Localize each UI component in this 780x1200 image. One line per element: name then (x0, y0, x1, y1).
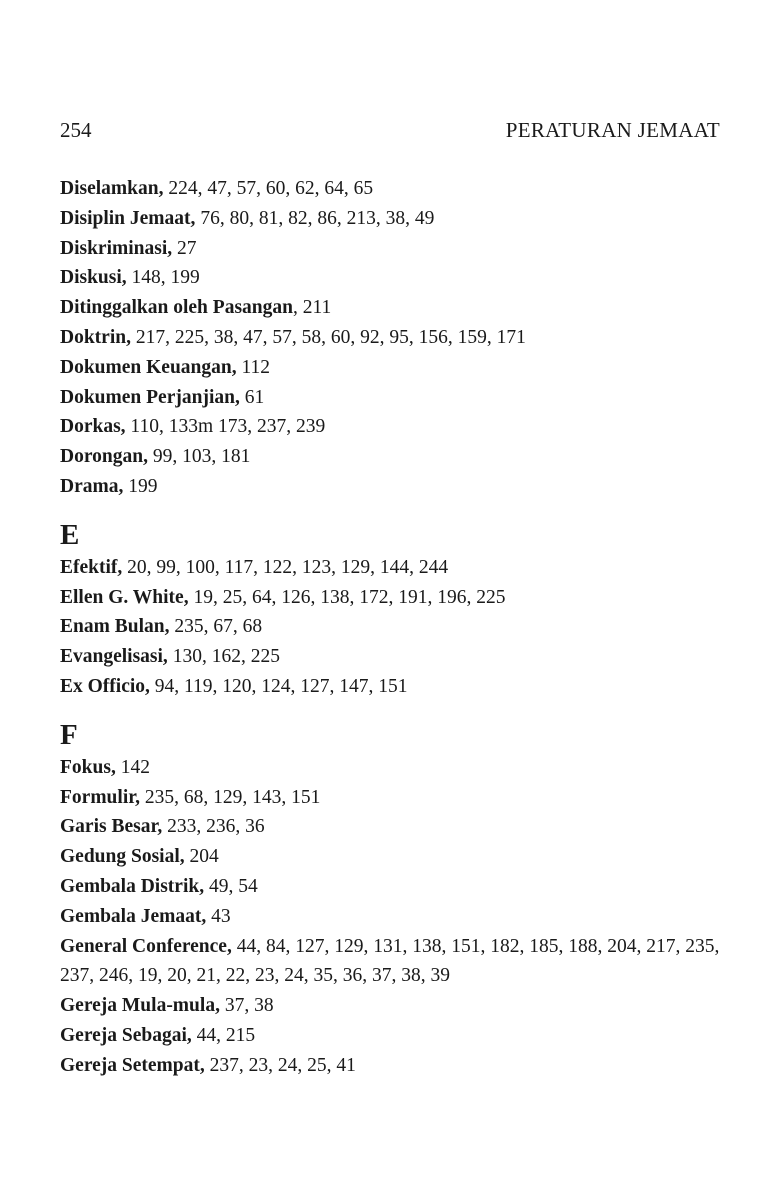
index-pages: 43 (206, 905, 231, 927)
index-term: Dorongan, (60, 446, 148, 468)
index-entry (60, 642, 720, 672)
index-term: Enam Bulan, (60, 616, 170, 638)
index-term: Gembala Jemaat, (60, 905, 207, 927)
index-pages: 217, 225, 38, 47, 57, 58, 60, 92, 95, 156, 159, 171 (130, 326, 526, 348)
index-term: Garis Besar, (60, 816, 163, 838)
index-pages: 94, 119, 120, 124, 127, 147, 151 (149, 675, 408, 697)
index-entry (60, 583, 720, 613)
index-term: Efektif, (60, 556, 123, 578)
index-section-f (60, 717, 720, 1081)
index-term: Gereja Setempat, (60, 1054, 205, 1076)
index-pages: 76, 80, 81, 82, 86, 213, 38, 49 (195, 207, 435, 229)
index-pages: 27 (172, 237, 197, 259)
index-pages: 235, 67, 68 (169, 616, 263, 638)
index-pages: 130, 162, 225 (167, 646, 280, 668)
index-section-d (60, 174, 720, 502)
index-term: Drama, (60, 475, 124, 497)
index-term: Ex Officio, (60, 675, 150, 697)
index-term: Diskriminasi, (60, 237, 173, 259)
index-pages: 112 (236, 356, 271, 378)
index-section-e (60, 517, 720, 702)
index-entry (60, 872, 720, 902)
index-pages: 233, 236, 36 (162, 816, 265, 838)
index-pages: 49, 54 (204, 875, 258, 897)
index-pages: 19, 25, 64, 126, 138, 172, 191, 196, 225 (188, 586, 506, 608)
index-pages: 44, 84, 127, 129, 131, 138, 151, 182, 185, 188, 204, 217, 235, 237, 246, 19, 20, 21, 22, 23, 24, 35, 36, 37, 38, 39 (60, 935, 720, 987)
section-letter: F (60, 718, 78, 751)
index-entry (60, 1021, 720, 1051)
index-pages: 20, 99, 100, 117, 122, 123, 129, 144, 244 (122, 556, 449, 578)
index-term: Fokus, (60, 756, 116, 778)
index-pages: 235, 68, 129, 143, 151 (139, 786, 321, 808)
index-term: Dorkas, (60, 416, 126, 438)
index-entry (60, 412, 720, 442)
index-term: Gedung Sosial, (60, 846, 185, 868)
index-entry (60, 472, 720, 502)
book-title: PERATURAN JEMAAT (505, 118, 720, 142)
index-pages: 237, 23, 24, 25, 41 (204, 1054, 356, 1076)
index-term: Ellen G. White, (60, 586, 189, 608)
index-pages: 44, 215 (191, 1024, 256, 1046)
index-entry (60, 174, 720, 204)
index-pages: 99, 103, 181 (147, 446, 251, 468)
index-pages: 37, 38 (219, 995, 274, 1017)
index-entry (60, 991, 720, 1021)
index-term: Ditinggalkan oleh Pasangan (60, 297, 293, 319)
index-pages: 61 (239, 386, 265, 408)
index-entry (60, 553, 720, 583)
index-entry (60, 323, 720, 353)
index-entry (60, 812, 720, 842)
index-entry (60, 753, 720, 783)
page-number: 254 (60, 118, 92, 142)
index-entry (60, 204, 720, 234)
index-entry (60, 672, 720, 702)
index-term: Gereja Sebagai, (60, 1024, 192, 1046)
index-entry (60, 293, 720, 323)
index-entry (60, 1051, 720, 1081)
section-spacer (60, 702, 720, 717)
running-head (60, 116, 720, 144)
index-pages: 199 (123, 475, 158, 497)
index-term: Evangelisasi, (60, 646, 168, 668)
index-pages: 110, 133m 173, 237, 239 (125, 416, 326, 438)
index-term: Dokumen Keuangan, (60, 356, 237, 378)
index-entry (60, 902, 720, 932)
index-term: General Conference, (60, 935, 232, 957)
index-entry (60, 442, 720, 472)
index-pages: 204 (184, 846, 219, 868)
index-entry (60, 353, 720, 383)
index-term: Gereja Mula-mula, (60, 995, 220, 1017)
index-list (60, 174, 720, 1081)
index-pages: 142 (115, 756, 150, 778)
index-pages: 148, 199 (126, 267, 200, 289)
index-entry (60, 842, 720, 872)
index-entry (60, 932, 720, 992)
index-term: Doktrin, (60, 326, 131, 348)
section-spacer (60, 502, 720, 517)
index-term: Formulir, (60, 786, 140, 808)
index-entry (60, 783, 720, 813)
index-term: Disiplin Jemaat, (60, 207, 196, 229)
index-entry (60, 383, 720, 413)
index-term: Dokumen Perjanjian, (60, 386, 240, 408)
index-entry (60, 612, 720, 642)
index-term: Diskusi, (60, 267, 127, 289)
index-term: Gembala Distrik, (60, 875, 205, 897)
index-term: Diselamkan, (60, 178, 164, 199)
index-entry (60, 234, 720, 264)
index-pages: , 211 (292, 297, 332, 319)
index-pages: 224, 47, 57, 60, 62, 64, 65 (163, 178, 374, 199)
index-entry (60, 263, 720, 293)
section-letter: E (60, 518, 80, 551)
